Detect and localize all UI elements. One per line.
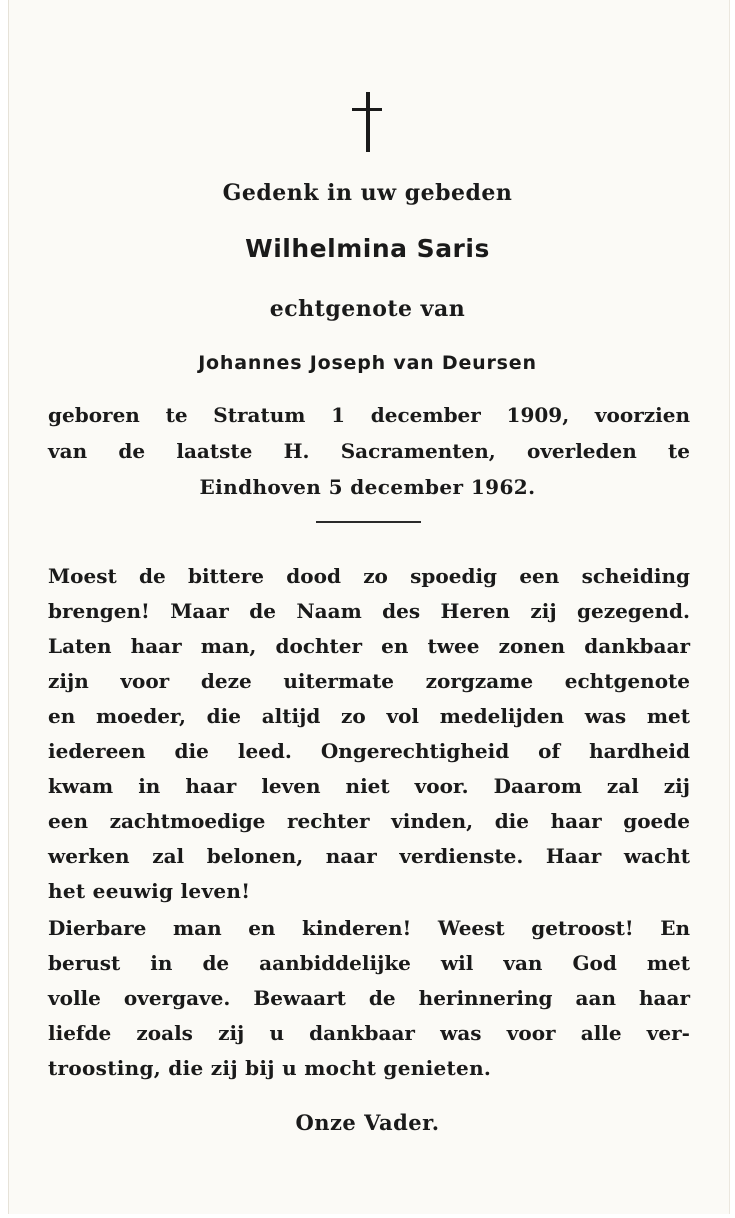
biography-line: geboren te Stratum 1 december 1909, voorzien xyxy=(48,403,690,427)
text-line: berust in de aanbiddelijke wil van God met xyxy=(48,951,690,975)
spouse-name: Johannes Joseph van Deursen xyxy=(198,352,537,374)
text-line: een zachtmoedige rechter vinden, die haar goede xyxy=(48,809,690,833)
text-line: liefde zoals zij u dankbaar was voor alle ver- xyxy=(48,1021,690,1045)
text-line: en moeder, die altijd zo vol medelijden was met xyxy=(48,704,690,728)
text-line: het eeuwig leven! xyxy=(48,879,251,903)
text-line: kwam in haar leven niet voor. Daarom zal zij xyxy=(48,774,690,798)
text-line: zijn voor deze uitermate zorgzame echtgenote xyxy=(48,669,690,693)
biography-line: Eindhoven 5 december 1962. xyxy=(199,475,536,499)
text-line: Moest de bittere dood zo spoedig een scheiding xyxy=(48,564,690,588)
text-line: troosting, die zij bij u mocht genieten. xyxy=(48,1056,492,1080)
biography-line: van de laatste H. Sacramenten, overleden te xyxy=(48,439,690,463)
prayer-intro: Gedenk in uw gebeden xyxy=(222,180,513,206)
text-line: werken zal belonen, naar verdienste. Haar wacht xyxy=(48,844,690,868)
cross-icon xyxy=(352,92,382,152)
text-line: brengen! Maar de Naam des Heren zij gezegend. xyxy=(48,599,690,623)
text-line: Laten haar man, dochter en twee zonen dankbaar xyxy=(48,634,690,658)
closing-prayer: Onze Vader. xyxy=(295,1110,440,1135)
relation-text: echtgenote van xyxy=(269,296,466,322)
divider xyxy=(316,521,421,523)
text-line: Dierbare man en kinderen! Weest getroost! En xyxy=(48,916,690,940)
text-line: iedereen die leed. Ongerechtigheid of hardheid xyxy=(48,739,690,763)
deceased-name: Wilhelmina Saris xyxy=(245,234,490,263)
text-line: volle overgave. Bewaart de herinnering aan haar xyxy=(48,986,690,1010)
